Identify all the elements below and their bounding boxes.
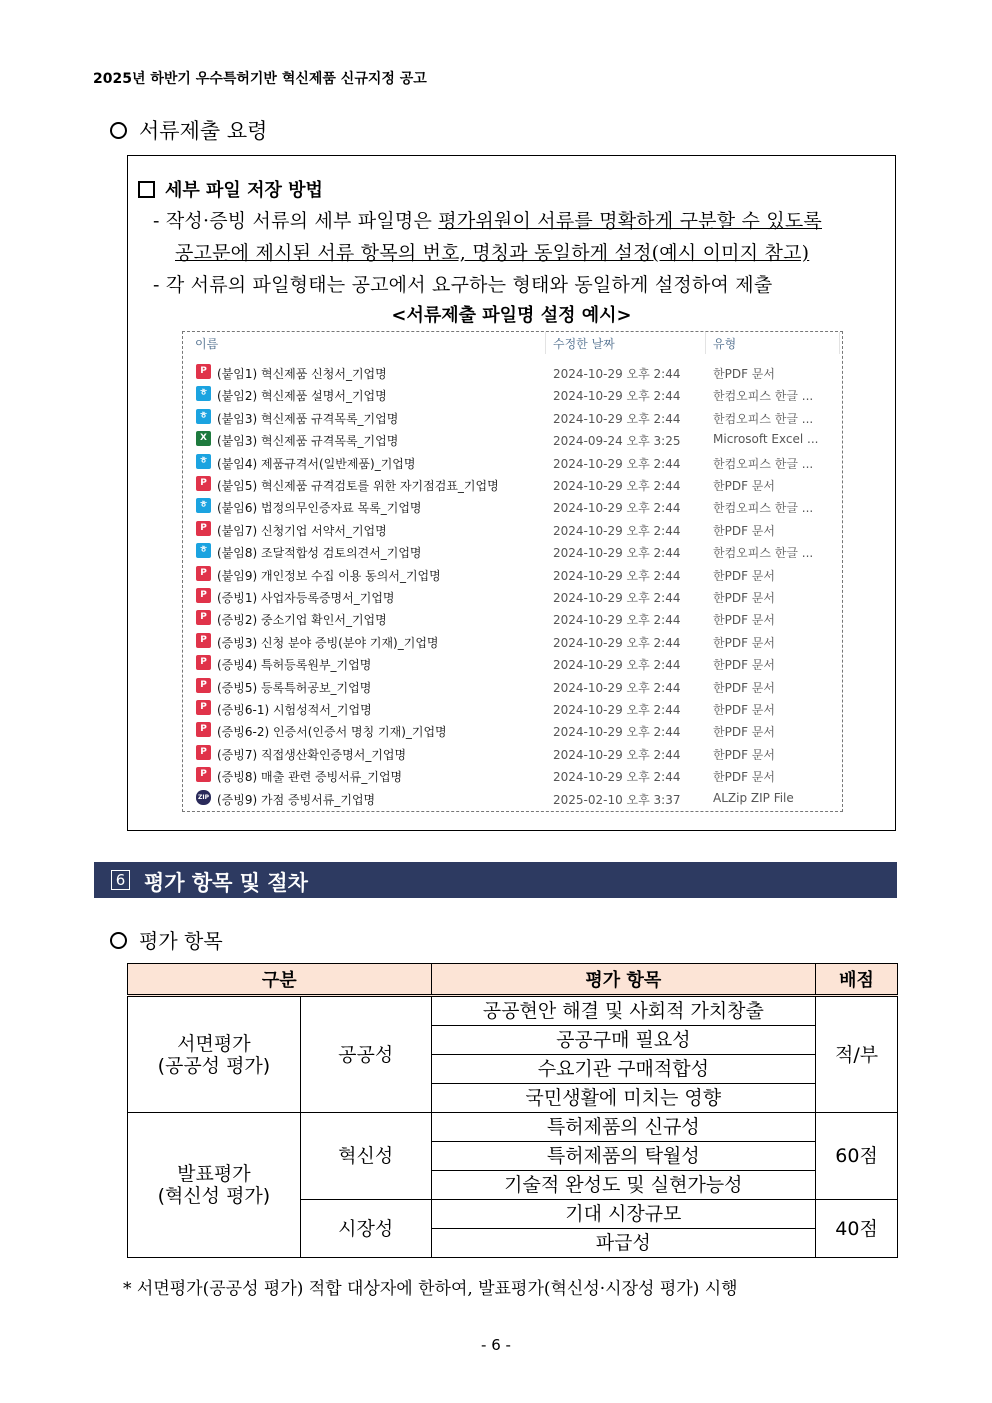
group-written-eval (128, 996, 301, 1113)
table-row (128, 996, 898, 1026)
evaluation-table (127, 963, 898, 1258)
file-type: 한PDF 문서 (713, 680, 775, 695)
instruction-line-1a: - 작성·증빙 서류의 세부 파일명은 (153, 210, 439, 232)
file-type: 한컴오피스 한글 ... (713, 456, 814, 471)
group-label: 서면평가 (177, 1032, 251, 1055)
file-name: (붙임3) 혁신제품 규격목록_기업명 (217, 434, 399, 449)
pdf-file-icon: P (196, 678, 211, 693)
file-date: 2025-02-10 오후 3:37 (553, 792, 681, 807)
header-category: 구분 (128, 964, 432, 996)
eval-item: 특허제품의 탁월성 (431, 1142, 815, 1171)
section-heading-submission (110, 115, 267, 145)
instruction-line-2b: (예시 이미지 참고) (651, 242, 810, 264)
file-date: 2024-10-29 오후 2:44 (553, 479, 681, 493)
file-type: 한PDF 문서 (713, 479, 775, 493)
sub-category-market: 시장성 (300, 1200, 431, 1258)
file-name: (증빙5) 등록특허공보_기업명 (217, 680, 372, 695)
eval-item: 공공구매 필요성 (431, 1026, 815, 1055)
file-row[interactable] (183, 585, 842, 607)
hwp-file-icon: ㅎ (196, 543, 211, 558)
file-date: 2024-10-29 오후 2:44 (553, 501, 681, 516)
file-row[interactable] (183, 652, 842, 674)
file-date: 2024-10-29 오후 2:44 (553, 568, 681, 583)
header-items: 평가 항목 (431, 964, 815, 996)
file-type: 한PDF 문서 (713, 770, 775, 785)
pdf-file-icon: P (196, 722, 211, 737)
file-row[interactable] (183, 630, 842, 652)
pdf-file-icon: P (196, 566, 211, 581)
group-sublabel: (공공성 평가) (157, 1054, 271, 1077)
section-6-title: 평가 항목 및 절차 (144, 871, 308, 895)
file-date: 2024-10-29 오후 2:44 (553, 456, 681, 471)
section-heading-evaluation (110, 925, 223, 954)
file-name: (붙임1) 혁신제품 신청서_기업명 (217, 367, 387, 381)
file-type: 한컴오피스 한글 ... (713, 389, 814, 404)
section-heading-text: 서류제출 요령 (139, 119, 268, 143)
circle-bullet-icon (110, 932, 127, 949)
eval-item: 기대 시장규모 (431, 1200, 815, 1229)
pdf-file-icon: P (196, 364, 211, 379)
column-date: 수정한 날짜 (553, 337, 615, 351)
hwp-file-icon: ㅎ (196, 454, 211, 469)
eval-item: 공공현안 해결 및 사회적 가치창출 (431, 996, 815, 1026)
box-heading-text: 세부 파일 저장 방법 (165, 180, 323, 201)
pdf-file-icon: P (196, 633, 211, 648)
file-row[interactable] (183, 451, 842, 473)
hwp-file-icon: ㅎ (196, 409, 211, 424)
sub-category-public: 공공성 (300, 996, 431, 1113)
file-type: 한PDF 문서 (713, 725, 775, 740)
file-name: (증빙4) 특허등록원부_기업명 (217, 658, 372, 673)
pdf-file-icon: P (196, 476, 211, 491)
pdf-file-icon: P (196, 745, 211, 760)
file-explorer-screenshot (182, 331, 843, 812)
column-type: 유형 (713, 337, 737, 351)
score-60: 60점 (816, 1113, 898, 1200)
eval-item: 국민생활에 미치는 영향 (431, 1084, 815, 1113)
file-row[interactable] (183, 428, 842, 450)
file-type: 한PDF 문서 (713, 367, 775, 381)
eval-item: 파급성 (431, 1229, 815, 1258)
file-type: 한PDF 문서 (713, 591, 775, 605)
file-row[interactable] (183, 563, 842, 585)
instruction-line-1b: 평가위원이 서류를 명확하게 구분할 수 있도록 (438, 210, 822, 232)
file-type: ALZip ZIP File (713, 790, 794, 805)
group-sublabel: (혁신성 평가) (157, 1185, 271, 1207)
explorer-column-header (183, 332, 842, 356)
score-40: 40점 (816, 1200, 898, 1258)
circle-bullet-icon (110, 122, 127, 139)
file-date: 2024-10-29 오후 2:44 (553, 703, 681, 717)
instruction-line-3: - 각 서류의 파일형태는 공고에서 요구하는 형태와 동일하게 설정하여 제출 (153, 274, 773, 296)
file-row[interactable] (183, 764, 842, 786)
instruction-line-2a: 공고문에 제시된 서류 항목의 번호, 명칭과 동일하게 설정 (175, 242, 652, 264)
example-title: <서류제출 파일명 설정 예시> (391, 305, 632, 326)
file-row[interactable] (183, 473, 842, 495)
box-heading (138, 176, 323, 202)
file-row[interactable] (183, 742, 842, 764)
file-type: 한PDF 문서 (713, 703, 775, 717)
eval-item: 특허제품의 신규성 (431, 1113, 815, 1142)
file-date: 2024-10-29 오후 2:44 (553, 725, 681, 740)
file-saving-box (127, 155, 896, 831)
file-date: 2024-10-29 오후 2:44 (553, 411, 681, 426)
file-type: 한PDF 문서 (713, 523, 775, 538)
xls-file-icon: X (196, 431, 211, 446)
table-header-row (128, 964, 898, 996)
file-type: 한컴오피스 한글 ... (713, 411, 814, 426)
file-row[interactable] (183, 675, 842, 697)
file-date: 2024-10-29 오후 2:44 (553, 680, 681, 695)
footnote: * 서면평가(공공성 평가) 적합 대상자에 한하여, 발표평가(혁신성·시장성 평가) 시행 (123, 1279, 738, 1299)
file-name: (증빙3) 신청 분야 증빙(분야 기재)_기업명 (217, 635, 439, 650)
file-name: (증빙8) 매출 관련 증빙서류_기업명 (217, 770, 403, 785)
file-name: (붙임7) 신청기업 서약서_기업명 (217, 523, 387, 538)
square-bullet-icon (138, 181, 155, 198)
file-type: 한PDF 문서 (713, 613, 775, 628)
file-name: (증빙9) 가점 증빙서류_기업명 (217, 792, 376, 807)
file-date: 2024-10-29 오후 2:44 (553, 389, 681, 404)
page-number: - 6 - (481, 1336, 511, 1354)
file-row[interactable] (183, 697, 842, 719)
file-name: (붙임4) 제품규격서(일반제품)_기업명 (217, 456, 416, 471)
file-type: 한컴오피스 한글 ... (713, 501, 814, 516)
file-row[interactable] (183, 719, 842, 741)
column-name: 이름 (195, 337, 219, 351)
table-row (128, 1113, 898, 1142)
pdf-file-icon: P (196, 610, 211, 625)
document-header: 2025년 하반기 우수특허기반 혁신제품 신규지정 공고 (93, 71, 427, 87)
file-name: (증빙7) 직접생산확인증명서_기업명 (217, 747, 407, 762)
file-name: (붙임6) 법정의무인증자료 목록_기업명 (217, 501, 422, 516)
file-date: 2024-10-29 오후 2:44 (553, 546, 681, 561)
sub-category-innovation: 혁신성 (300, 1113, 431, 1200)
pdf-file-icon: P (196, 521, 211, 536)
section-6-banner (94, 862, 897, 898)
instruction-line-2 (175, 238, 809, 265)
section-number: 6 (111, 870, 130, 890)
zip-file-icon: ZIP (196, 790, 211, 805)
file-row[interactable] (183, 540, 842, 562)
file-type: 한PDF 문서 (713, 635, 775, 650)
hwp-file-icon: ㅎ (196, 498, 211, 513)
group-presentation-eval (128, 1113, 301, 1258)
file-name: (붙임9) 개인정보 수집 이용 동의서_기업명 (217, 568, 441, 583)
file-date: 2024-10-29 오후 2:44 (553, 658, 681, 673)
file-name: (증빙6-2) 인증서(인증서 명칭 기재)_기업명 (217, 725, 447, 740)
file-row[interactable] (183, 518, 842, 540)
file-row[interactable] (183, 406, 842, 428)
score-pass-fail: 적/부 (816, 996, 898, 1113)
file-name: (증빙1) 사업자등록증명서_기업명 (217, 591, 395, 605)
file-type: Microsoft Excel ... (713, 432, 819, 447)
file-date: 2024-10-29 오후 2:44 (553, 770, 681, 785)
file-date: 2024-10-29 오후 2:44 (553, 367, 681, 381)
file-type: 한PDF 문서 (713, 658, 775, 673)
file-row[interactable] (183, 607, 842, 629)
file-row[interactable] (183, 495, 842, 517)
evaluation-heading-text: 평가 항목 (139, 929, 223, 953)
file-name: (붙임8) 조달적합성 검토의견서_기업명 (217, 546, 422, 561)
eval-item: 수요기관 구매적합성 (431, 1055, 815, 1084)
file-type: 한PDF 문서 (713, 568, 775, 583)
header-score: 배점 (816, 964, 898, 996)
file-row[interactable] (183, 361, 842, 383)
file-date: 2024-10-29 오후 2:44 (553, 635, 681, 650)
file-name: (증빙6-1) 시험성적서_기업명 (217, 703, 372, 717)
pdf-file-icon: P (196, 767, 211, 782)
instruction-line-1 (153, 206, 822, 233)
file-row[interactable] (183, 787, 842, 809)
file-name: (붙임2) 혁신제품 설명서_기업명 (217, 389, 387, 404)
pdf-file-icon: P (196, 655, 211, 670)
hwp-file-icon: ㅎ (196, 386, 211, 401)
file-date: 2024-10-29 오후 2:44 (553, 523, 681, 538)
pdf-file-icon: P (196, 700, 211, 715)
file-type: 한컴오피스 한글 ... (713, 546, 814, 561)
file-name: (붙임3) 혁신제품 규격목록_기업명 (217, 411, 399, 426)
file-type: 한PDF 문서 (713, 747, 775, 762)
eval-item: 기술적 완성도 및 실현가능성 (431, 1171, 815, 1200)
file-name: (붙임5) 혁신제품 규격검토를 위한 자기점검표_기업명 (217, 479, 499, 493)
file-date: 2024-10-29 오후 2:44 (553, 591, 681, 605)
file-date: 2024-10-29 오후 2:44 (553, 747, 681, 762)
file-name: (증빙2) 중소기업 확인서_기업명 (217, 613, 387, 628)
pdf-file-icon: P (196, 588, 211, 603)
file-date: 2024-09-24 오후 3:25 (553, 434, 681, 449)
file-date: 2024-10-29 오후 2:44 (553, 613, 681, 628)
file-row[interactable] (183, 383, 842, 405)
group-label: 발표평가 (177, 1163, 251, 1185)
